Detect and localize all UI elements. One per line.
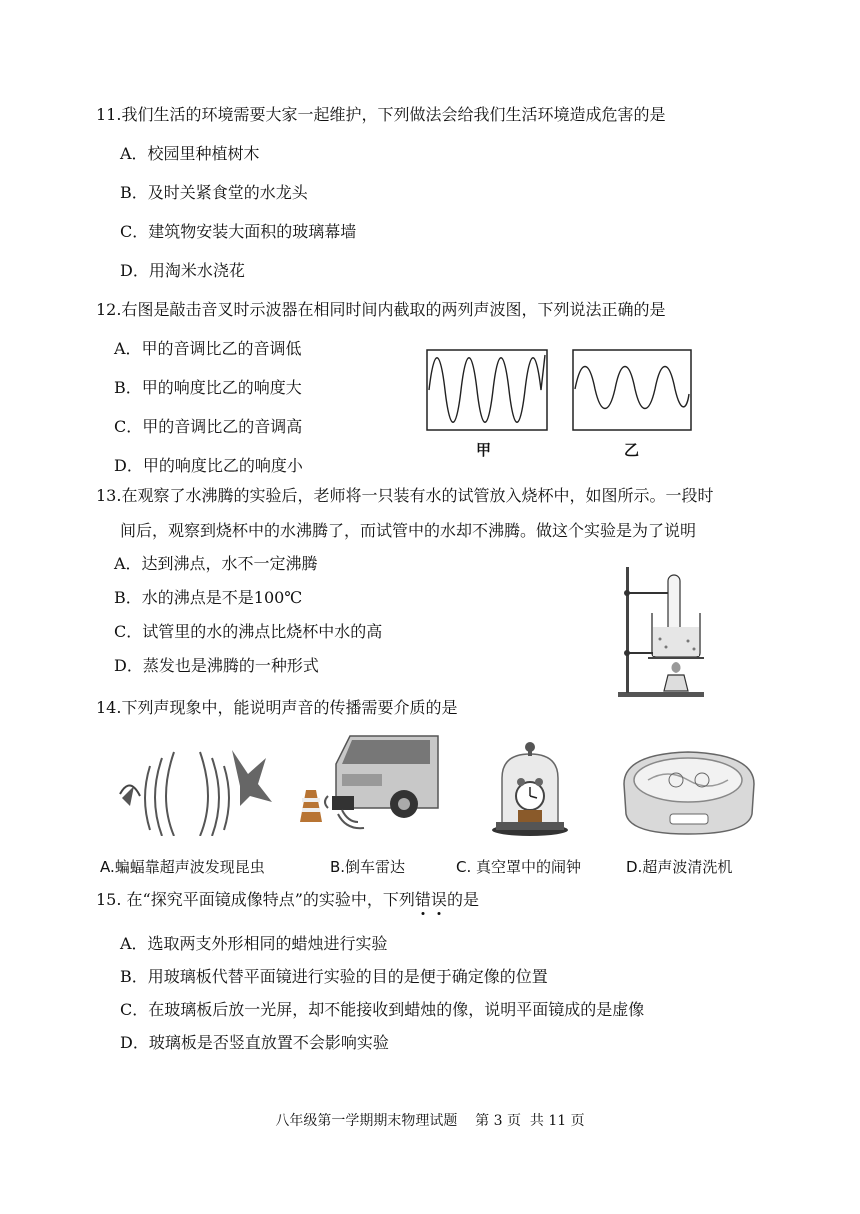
car-reverse-radar-image bbox=[292, 730, 444, 834]
q15-emphasis-wu: 误 bbox=[430, 890, 447, 909]
q13-option-d: D．蒸发也是沸腾的一种形式 bbox=[114, 656, 319, 675]
figure-label-jia: 甲 bbox=[476, 441, 492, 459]
q15-emphasis-cuo: 错 bbox=[414, 890, 431, 909]
q13-option-c: C．试管里的水的沸点比烧杯中水的高 bbox=[114, 622, 383, 641]
q15-stem-after: 的是 bbox=[446, 890, 479, 909]
figure-label-yi: 乙 bbox=[624, 441, 640, 459]
q11-option-a: A．校园里种植树木 bbox=[120, 144, 260, 163]
q11-option-c: C．建筑物安装大面积的玻璃幕墙 bbox=[120, 222, 357, 241]
q13-option-b: B．水的沸点是不是100℃ bbox=[114, 588, 303, 607]
q14-caption-b: B.倒车雷达 bbox=[330, 858, 406, 876]
q11-option-d: D．用淘米水浇花 bbox=[120, 261, 245, 280]
q12-option-d: D．甲的响度比乙的响度小 bbox=[114, 456, 303, 475]
q15-stem bbox=[96, 890, 479, 910]
ultrasonic-cleaner-image bbox=[618, 744, 760, 838]
waveform-yi bbox=[572, 349, 692, 431]
q13-stem-line2: 间后，观察到烧杯中的水沸腾了，而试管中的水却不沸腾。做这个实验是为了说明 bbox=[120, 521, 697, 540]
q12-option-c: C．甲的音调比乙的音调高 bbox=[114, 417, 303, 436]
q14-caption-a: A.蝙蝠靠超声波发现昆虫 bbox=[100, 858, 265, 876]
q13-stem-line1: 13.在观察了水沸腾的实验后，老师将一只装有水的试管放入烧杯中，如图所示。一段时 bbox=[96, 486, 714, 505]
q15-option-b: B．用玻璃板代替平面镜进行实验的目的是便于确定像的位置 bbox=[120, 967, 548, 986]
q14-caption-c: C. 真空罩中的闹钟 bbox=[456, 858, 582, 876]
q11-option-b: B．及时关紧食堂的水龙头 bbox=[120, 183, 308, 202]
q14-stem: 14.下列声现象中，能说明声音的传播需要介质的是 bbox=[96, 698, 458, 717]
page-footer: 八年级第一学期期末物理试题 第 3 页 共 11 页 bbox=[275, 1113, 585, 1129]
q14-caption-d: D.超声波清洗机 bbox=[626, 858, 733, 876]
bat-ultrasound-image bbox=[100, 736, 280, 836]
q15-stem-before: 15. 在“探究平面镜成像特点”的实验中，下列 bbox=[96, 890, 415, 909]
q15-option-a: A．选取两支外形相同的蜡烛进行实验 bbox=[120, 934, 388, 953]
q12-option-a: A．甲的音调比乙的音调低 bbox=[114, 339, 302, 358]
q12-option-b: B．甲的响度比乙的响度大 bbox=[114, 378, 302, 397]
vacuum-bell-jar-image bbox=[488, 738, 572, 840]
q15-option-c: C．在玻璃板后放一光屏，却不能接收到蜡烛的像，说明平面镜成的是虚像 bbox=[120, 1000, 645, 1019]
waveform-jia bbox=[426, 349, 548, 431]
boiling-apparatus-figure bbox=[612, 561, 712, 703]
q11-stem: 11.我们生活的环境需要大家一起维护，下列做法会给我们生活环境造成危害的是 bbox=[96, 105, 666, 124]
q15-option-d: D．玻璃板是否竖直放置不会影响实验 bbox=[120, 1033, 389, 1052]
q12-stem: 12.右图是敲击音叉时示波器在相同时间内截取的两列声波图，下列说法正确的是 bbox=[96, 300, 666, 319]
q13-option-a: A．达到沸点，水不一定沸腾 bbox=[114, 554, 318, 573]
